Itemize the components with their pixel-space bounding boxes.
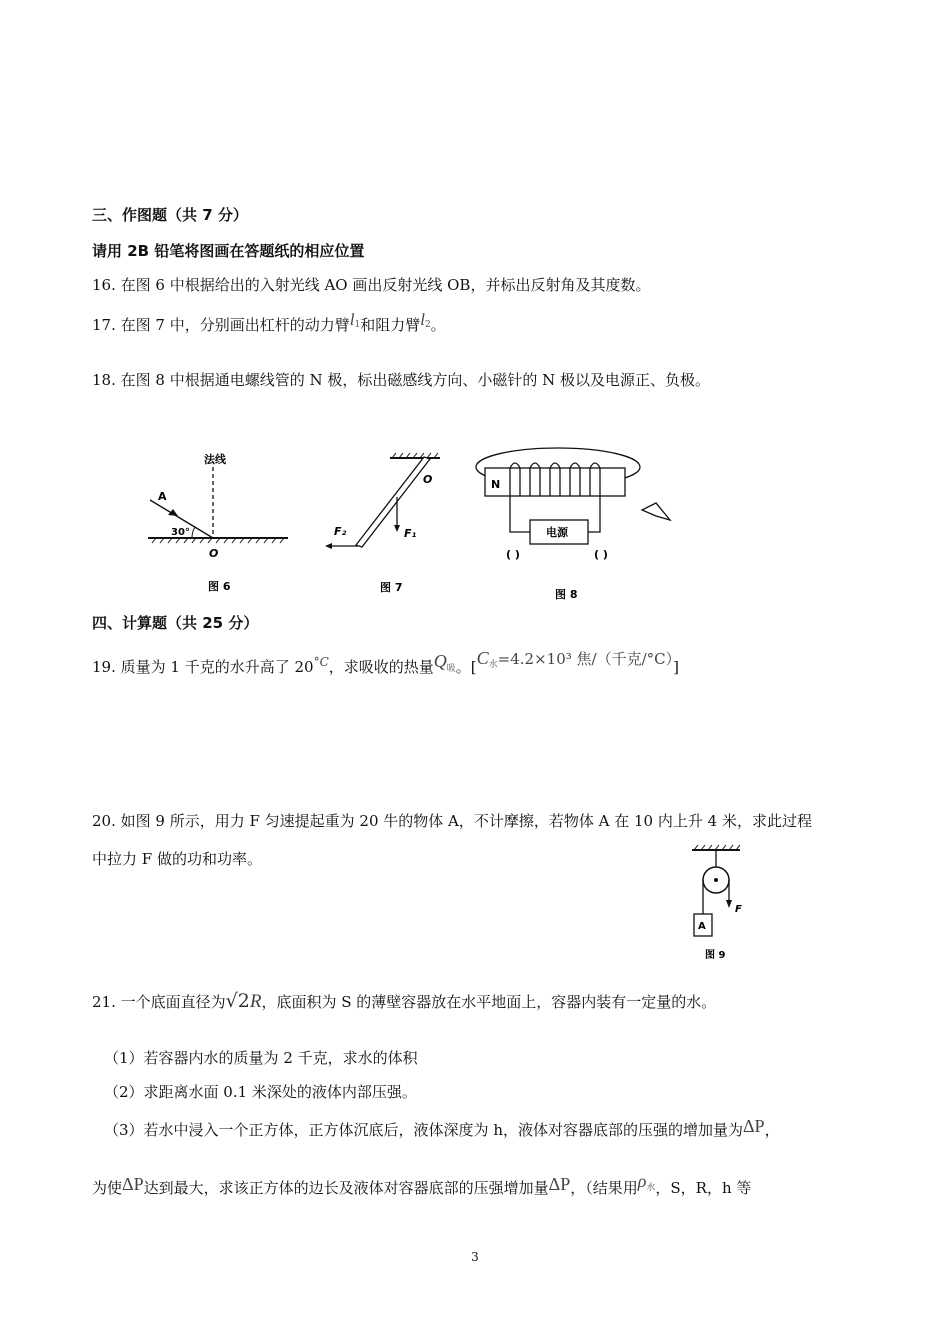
l1-subscript: 1 — [354, 320, 361, 330]
q17-prefix: 17. 在图 7 中，分别画出杠杆的动力臂 — [92, 316, 350, 334]
q21-suffix: ，底面积为 S 的薄壁容器放在水平地面上，容器内装有一定量的水。 — [261, 993, 717, 1011]
figure-8 — [470, 440, 680, 610]
q19-close: ] — [673, 658, 679, 676]
q21-p4b: 达到最大，求该正方体的边长及液体对容器底部的压强增加量 — [143, 1179, 549, 1197]
question-20-line-1: 20. 如图 9 所示，用力 F 匀速提起重为 20 牛的物体 A，不计摩擦，若物体 A 在 10 内上升 4 米，求此过程 — [92, 812, 812, 830]
question-20-line-2: 中拉力 F 做的功和功率。 — [92, 850, 262, 868]
pivot-o-label: O — [423, 473, 433, 486]
c-symbol: C — [476, 648, 489, 668]
figure-6-caption: 图 6 — [208, 580, 231, 593]
normal-label: 法线 — [204, 453, 226, 466]
force-f-label: F — [735, 904, 742, 915]
sqrt-two: √2 — [225, 990, 250, 1012]
q19-middle: ，求吸收的热量 — [328, 658, 434, 676]
angle-label: 30° — [171, 527, 190, 538]
force-f-arrow — [726, 900, 732, 908]
delta-p-symbol-3: ΔP — [548, 1174, 571, 1194]
l1-symbol: l — [349, 310, 355, 329]
q17-suffix: 。 — [430, 316, 446, 334]
page-number: 3 — [471, 1250, 479, 1264]
solenoid-n-pole: N — [491, 478, 501, 491]
q19-end: 。[ — [455, 658, 477, 676]
q-symbol: Q — [433, 651, 447, 671]
q21-p3-comma: ， — [764, 1121, 780, 1139]
question-21-part-3 — [104, 1116, 780, 1140]
rho-symbol: ρ — [637, 1171, 647, 1191]
pulley-axle — [714, 878, 718, 882]
c-subscript: 水 — [488, 660, 498, 670]
question-18: 18. 在图 8 中根据通电螺线管的 N 极，标出磁感线方向、小磁针的 N 极以及电源正、负极。 — [92, 371, 711, 389]
question-21-part-3-continued — [92, 1171, 752, 1198]
figure-7-caption: 图 7 — [380, 581, 403, 594]
figure-6 — [140, 445, 290, 605]
wire-left — [510, 496, 530, 532]
figure-7 — [320, 445, 450, 605]
specific-heat-formula: =4.2×10³ 焦/（千克/°C） — [497, 650, 674, 668]
question-21-part-1: （1）若容器内水的质量为 2 千克，求水的体积 — [104, 1049, 418, 1067]
q21-p3-text: （3）若水中浸入一个正方体，正方体沉底后，液体深度为 h，液体对容器底部的压强的增加量为 — [104, 1121, 743, 1139]
section-4-title: 四、计算题（共 25 分） — [92, 614, 259, 632]
q21-p4c: ，（结果用 — [570, 1179, 638, 1197]
wire-right — [588, 496, 600, 532]
l2-symbol: l — [420, 310, 425, 329]
q19-prefix: 19. 质量为 1 千克的水升高了 20 — [92, 658, 314, 676]
ray-a-label: A — [158, 490, 167, 503]
section-3-instruction: 请用 2B 铅笔将图画在答题纸的相应位置 — [92, 242, 365, 260]
power-source-label: 电源 — [546, 526, 568, 539]
section-3-title: 三、作图题（共 7 分） — [92, 206, 248, 224]
figure-8-caption: 图 8 — [555, 588, 578, 601]
left-terminal-blank: ( ) — [506, 548, 520, 561]
force-f2-arrow — [325, 543, 332, 549]
l2-subscript: 2 — [424, 320, 431, 330]
f2-label: F₂ — [334, 525, 347, 538]
delta-p-symbol-2: ΔP — [122, 1174, 144, 1194]
delta-p-symbol: ΔP — [742, 1116, 765, 1136]
solenoid-core — [485, 468, 625, 496]
f1-label: F₁ — [404, 527, 417, 540]
question-21 — [92, 990, 716, 1013]
q21-p4a: 为使 — [92, 1179, 123, 1197]
question-16: 16. 在图 6 中根据给出的入射光线 AO 画出反射光线 OB，并标出反射角及其度数。 — [92, 276, 651, 294]
q21-p4d: ，S，R，h 等 — [655, 1179, 752, 1197]
q21-prefix: 21. 一个底面直径为 — [92, 993, 226, 1011]
figure-9-caption: 图 9 — [705, 950, 726, 961]
question-21-part-2: （2）求距离水面 0.1 米深处的液体内部压强。 — [104, 1083, 417, 1101]
radius-symbol: R — [249, 991, 262, 1012]
question-17 — [92, 310, 446, 335]
question-19 — [92, 648, 679, 677]
q19-unit: °C — [313, 655, 329, 669]
force-f1-arrow — [394, 525, 400, 532]
angle-arc — [192, 527, 195, 538]
right-terminal-blank: ( ) — [594, 548, 608, 561]
block-a-label: A — [698, 921, 706, 932]
lever — [356, 457, 433, 547]
point-o-label: O — [209, 547, 219, 560]
rho-subscript: 水 — [646, 1183, 656, 1193]
q-subscript: 吸 — [446, 664, 456, 674]
figure-9 — [680, 840, 760, 970]
compass-needle — [642, 503, 670, 520]
q17-middle: 和阻力臂 — [360, 316, 421, 334]
